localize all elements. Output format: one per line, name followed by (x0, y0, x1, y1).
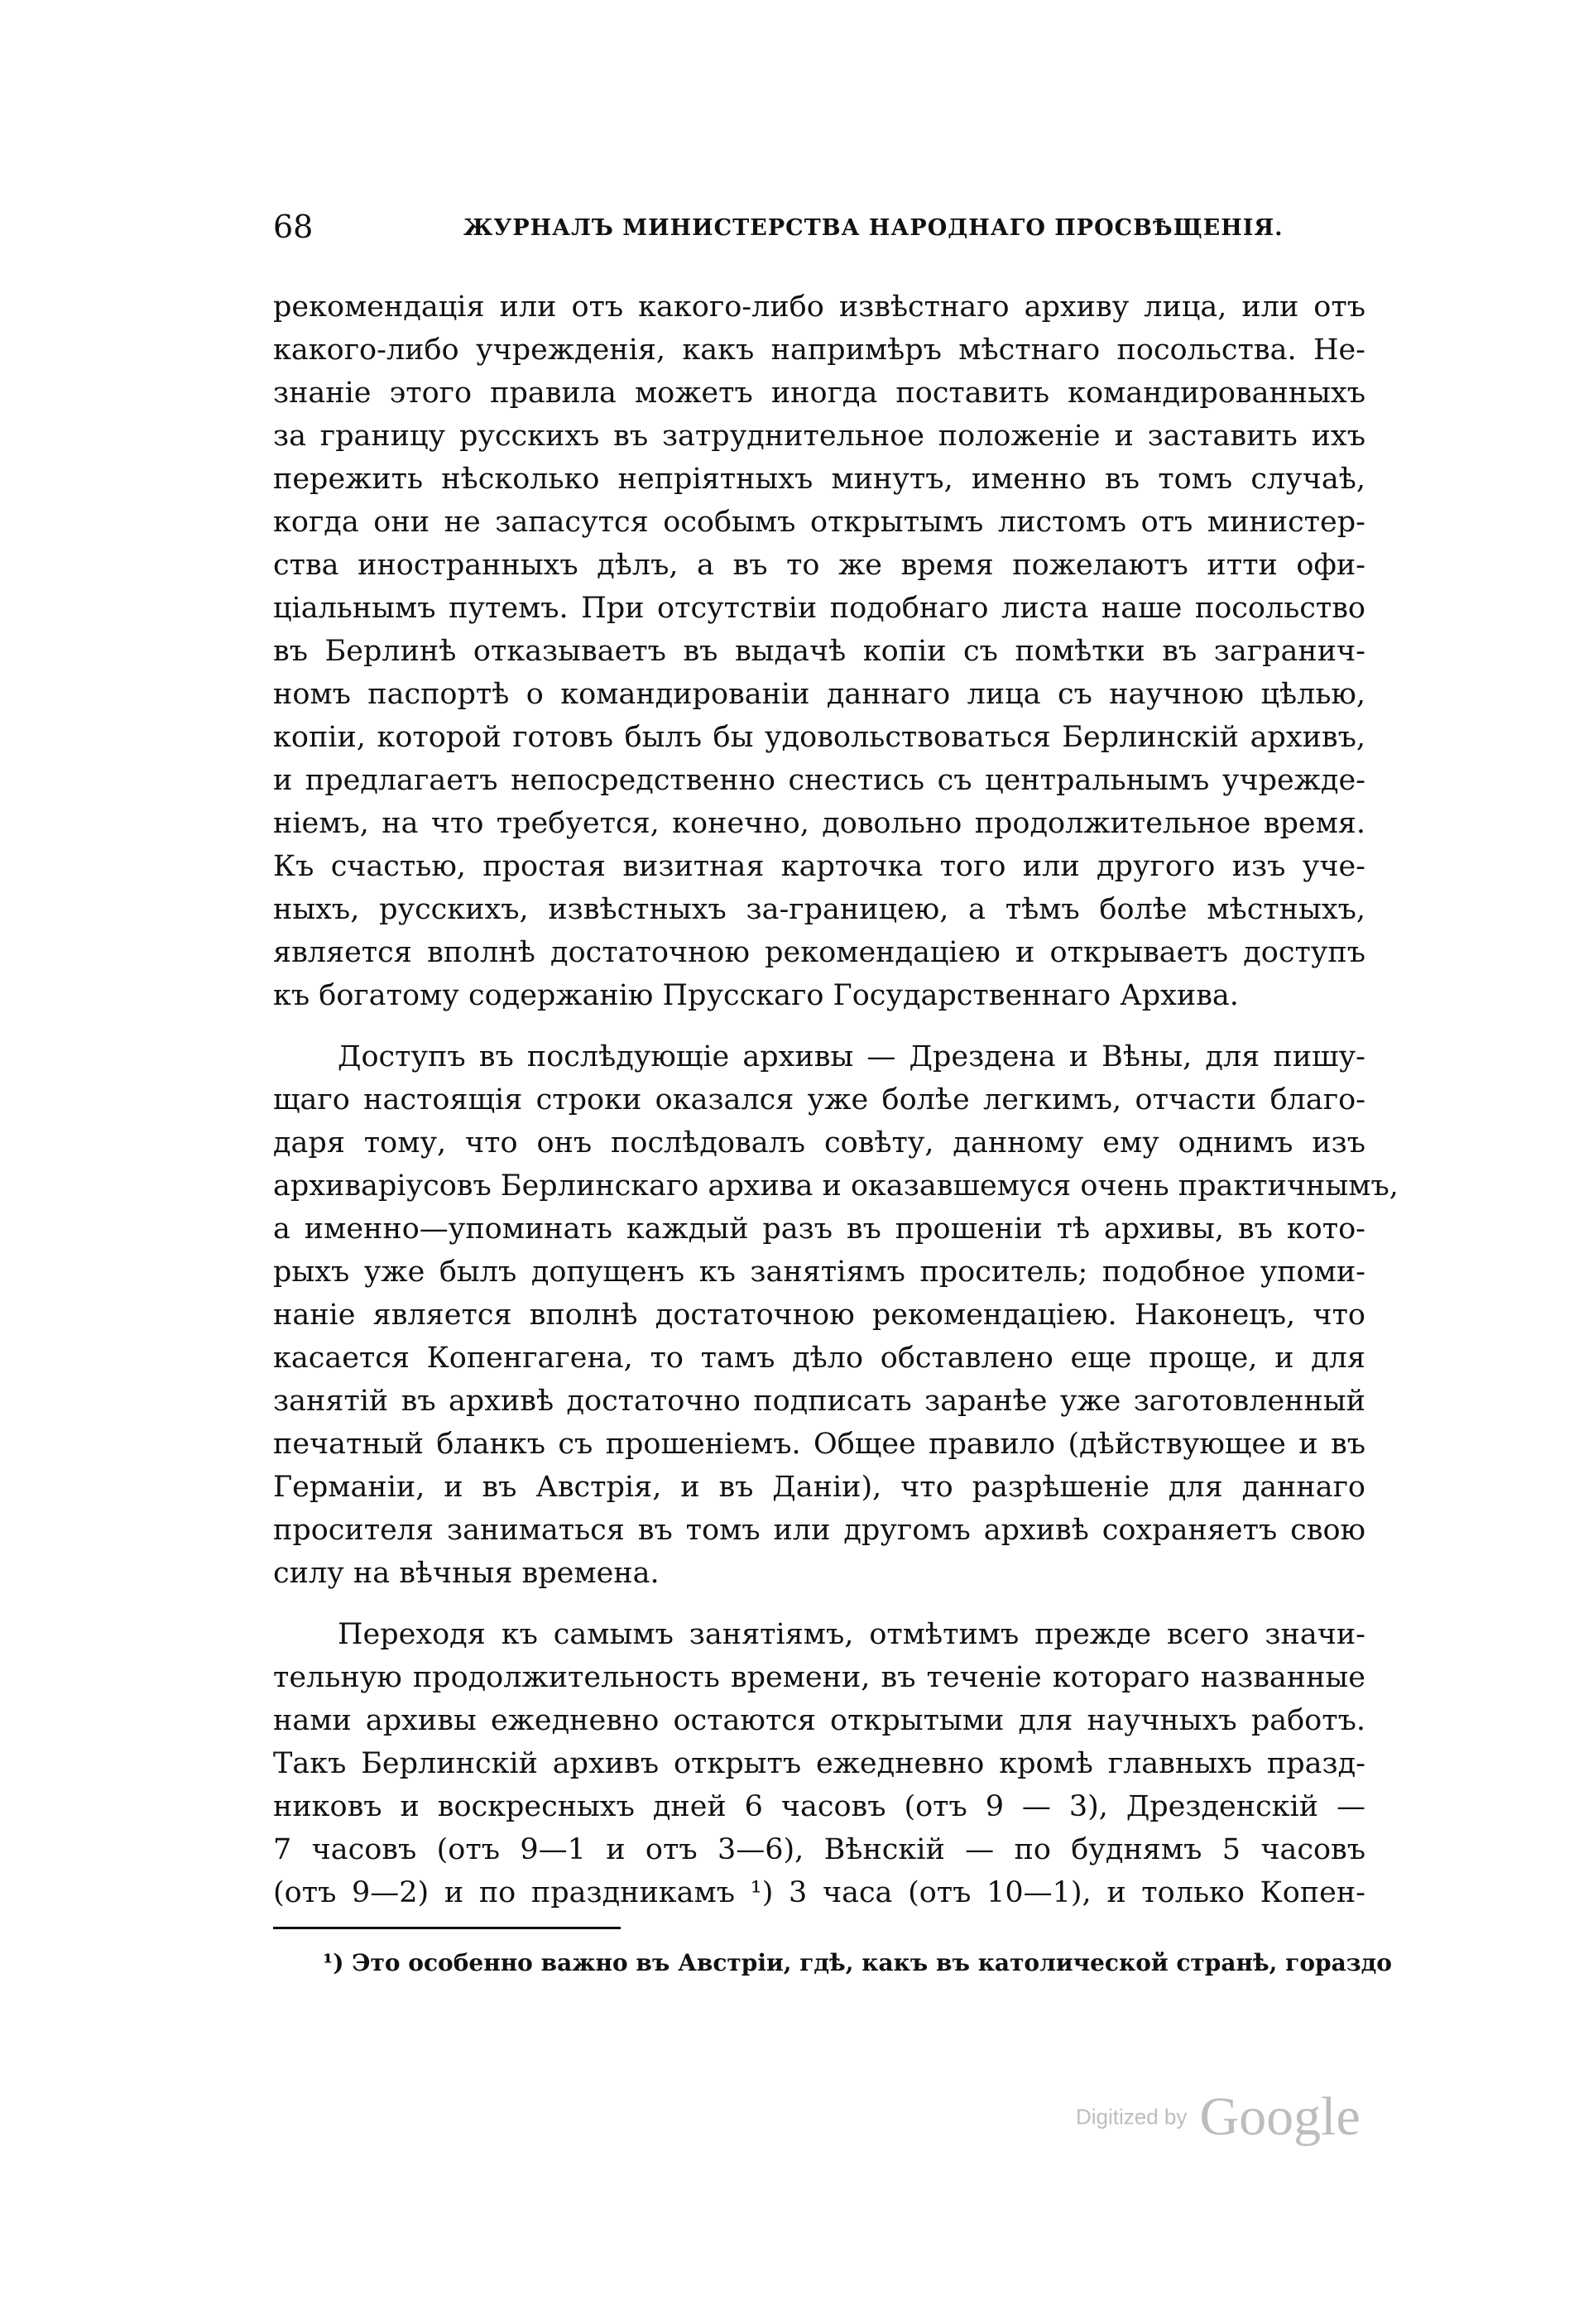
text-line: рыхъ уже былъ допущенъ къ занятіямъ проситель; подобное упоми- (273, 1256, 1365, 1289)
text-line: силу на вѣчныя времена. (273, 1557, 660, 1590)
text-line: когда они не запасутся особымъ открытымъ листомъ отъ министер- (273, 506, 1365, 539)
text-line: никовъ и воскресныхъ дней 6 часовъ (отъ 9 — 3), Дрезденскій — (273, 1790, 1365, 1823)
text-line: къ богатому содержанію Прусскаго Государственнаго Архива. (273, 979, 1239, 1012)
text-line: какого-либо учрежденія, какъ напримѣръ мѣстнаго посольства. Не- (273, 334, 1365, 367)
text-line: въ Берлинѣ отказываетъ въ выдачѣ копіи съ помѣтки въ загранич- (273, 635, 1365, 668)
body-text (273, 286, 1399, 1914)
text-line: ства иностранныхъ дѣлъ, а въ то же время пожелаютъ итти офи- (273, 549, 1365, 582)
text-line: а именно—упоминать каждый разъ въ прошеніи тѣ архивы, въ кото- (273, 1212, 1365, 1246)
text-line: 7 часовъ (отъ 9—1 и отъ 3—6), Вѣнскій — по буднямъ 5 часовъ (273, 1833, 1365, 1866)
text-line: знаніе этого правила можетъ иногда поставить командированныхъ (273, 377, 1365, 410)
text-line: архиваріусовъ Берлинскаго архива и оказавшемуся очень практичнымъ, (273, 1169, 1399, 1203)
footnote: ¹) Это особенно важно въ Австріи, гдѣ, какъ въ католической странѣ, гораздо (323, 1949, 1392, 1976)
page-header (273, 209, 1365, 250)
text-line: копіи, которой готовъ былъ бы удовольствоваться Берлинскій архивъ, (273, 721, 1365, 754)
page-number: 68 (273, 209, 314, 245)
text-line: за границу русскихъ въ затруднительное положеніе и заставить ихъ (273, 420, 1365, 453)
paragraph (273, 1035, 1399, 1595)
text-line: является вполнѣ достаточною рекомендаціею и открываетъ доступъ (273, 936, 1365, 969)
text-line: ныхъ, русскихъ, извѣстныхъ за-границею, а тѣмъ болѣе мѣстныхъ, (273, 893, 1365, 926)
text-line: щаго настоящія строки оказался уже болѣе легкимъ, отчасти благо- (273, 1083, 1365, 1116)
text-line: Германіи, и въ Австрія, и въ Даніи), что разрѣшеніе для даннаго (273, 1471, 1365, 1504)
text-line: Такъ Берлинскій архивъ открытъ ежедневно кромѣ главныхъ празд- (273, 1747, 1365, 1780)
text-line: Доступъ въ послѣдующіе архивы — Дрездена и Вѣны, для пишу- (338, 1040, 1365, 1073)
watermark-prefix: Digitized by (1076, 2104, 1188, 2130)
text-line: тельную продолжительность времени, въ теченіе котораго названные (273, 1661, 1365, 1694)
paragraph (273, 1613, 1365, 1914)
text-line: (отъ 9—2) и по праздникамъ ¹) 3 часа (отъ 10—1), и только Копен- (273, 1876, 1365, 1909)
text-line: ціальнымъ путемъ. При отсутствіи подобнаго листа наше посольство (273, 592, 1365, 625)
google-logo: Google (1199, 2086, 1361, 2147)
text-line: Переходя къ самымъ занятіямъ, отмѣтимъ прежде всего значи- (338, 1618, 1365, 1651)
text-line: пережить нѣсколько непріятныхъ минутъ, именно въ томъ случаѣ, (273, 463, 1365, 496)
running-title: ЖУРНАЛЪ МИНИСТЕРСТВА НАРОДНАГО ПРОСВѢЩЕНІЯ. (463, 215, 1284, 241)
text-line: наніе является вполнѣ достаточною рекомендаціею. Наконецъ, что (273, 1299, 1365, 1332)
text-line: даря тому, что онъ послѣдовалъ совѣту, данному ему однимъ изъ (273, 1126, 1365, 1160)
text-line: рекомендація или отъ какого-либо извѣстнаго архиву лица, или отъ (273, 290, 1365, 324)
text-line: печатный бланкъ съ прошеніемъ. Общее правило (дѣйствующее и въ (273, 1428, 1365, 1461)
text-line: занятій въ архивѣ достаточно подписать заранѣе уже заготовленный (273, 1385, 1365, 1418)
text-line: касается Копенгагена, то тамъ дѣло обставлено еще проще, и для (273, 1342, 1365, 1375)
paragraph (273, 286, 1365, 1017)
text-line: и предлагаетъ непосредственно снестись съ центральнымъ учрежде- (273, 764, 1365, 797)
text-line: Къ счастью, простая визитная карточка того или другого изъ уче- (273, 850, 1365, 883)
text-line: ніемъ, на что требуется, конечно, довольно продолжительное время. (273, 807, 1365, 840)
text-line: нами архивы ежедневно остаются открытыми для научныхъ работъ. (273, 1704, 1365, 1737)
text-line: просителя заниматься въ томъ или другомъ архивѣ сохраняетъ свою (273, 1514, 1365, 1547)
digitized-watermark (1076, 2086, 1361, 2149)
text-line: номъ паспортѣ о командированіи даннаго лица съ научною цѣлью, (273, 678, 1365, 711)
footnote-divider (273, 1927, 621, 1929)
